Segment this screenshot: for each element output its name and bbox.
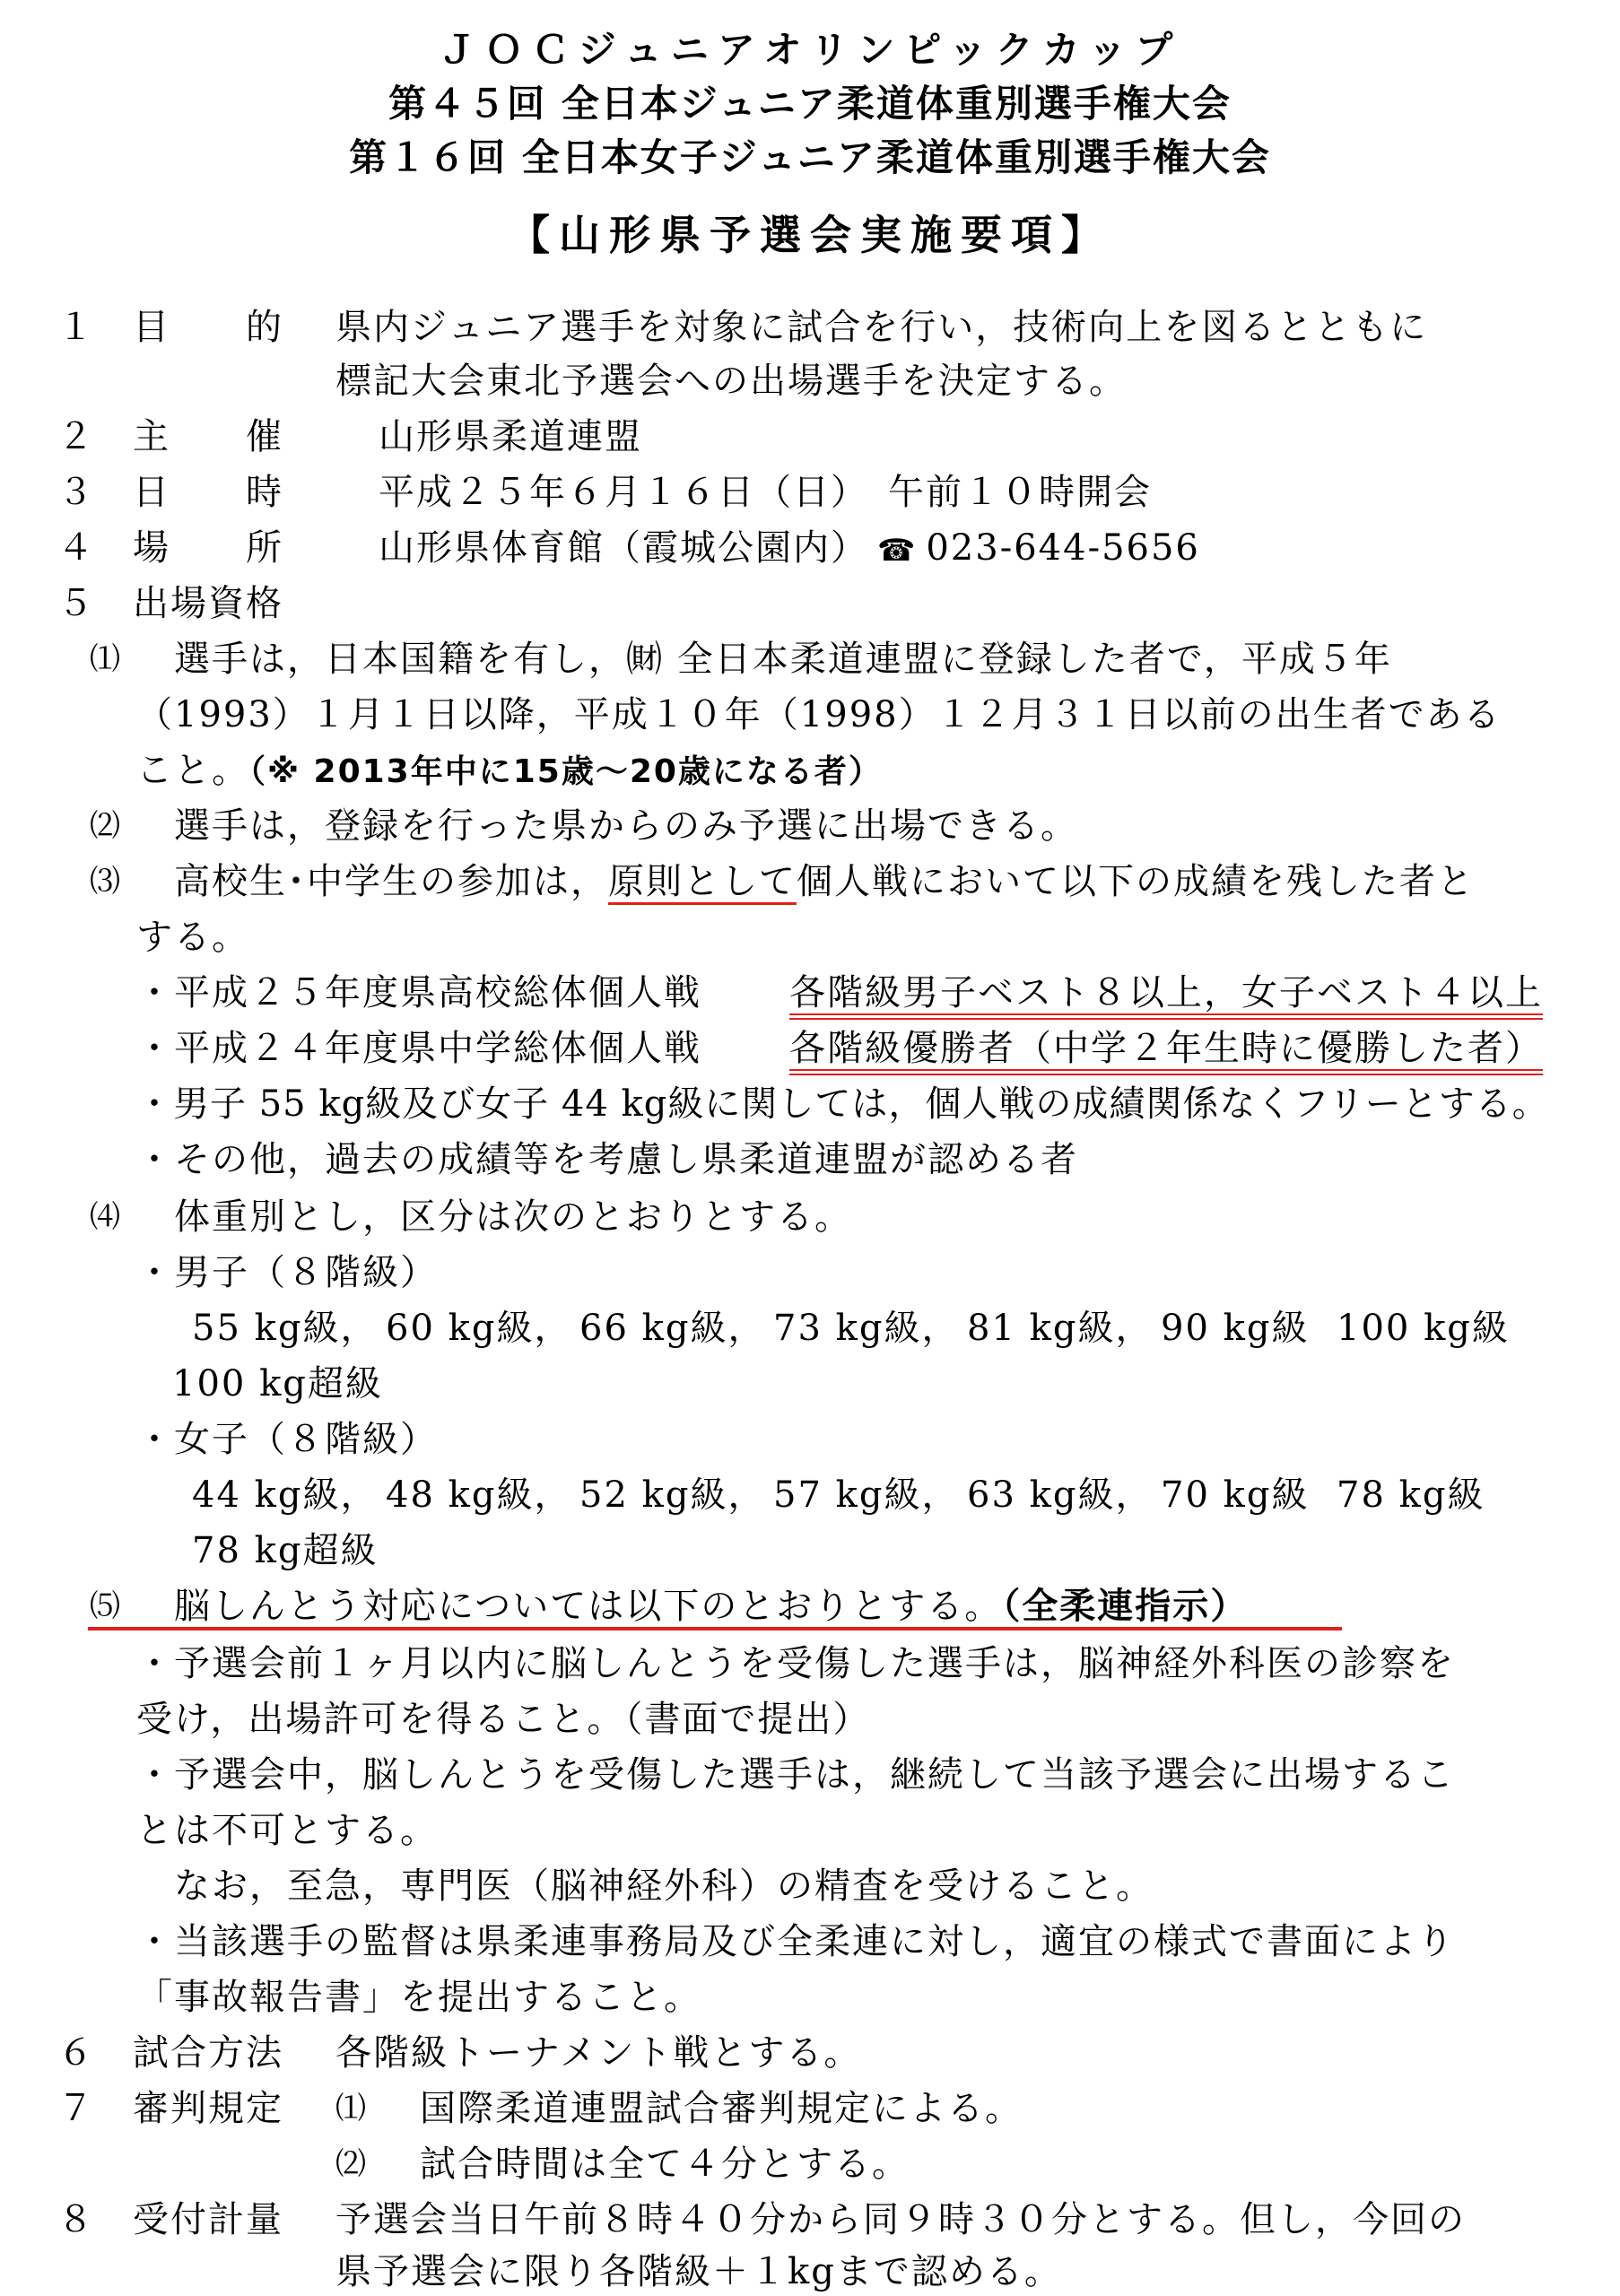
item-5-text xyxy=(174,1584,1248,1629)
bullet-middleschool-label: ・平成２４年度県中学総体個人戦 xyxy=(136,1028,701,1069)
concussion-bullet-2-line-1: ・予選会中，脳しんとうを受傷した選手は，継続して当該予選会に出場するこ xyxy=(136,1754,1455,1796)
bullet-free-weight: ・男子 55 kg級及び女子 44 kg級に関しては，個人戦の成績関係なくフリーとする。 xyxy=(136,1083,1549,1125)
concussion-bullet-2-line-2: とは不可とする。 xyxy=(136,1810,438,1851)
men-class-3: 66 kg級， xyxy=(579,1308,766,1349)
section-7-number: ７ xyxy=(57,2088,93,2129)
men-class-6: 90 kg級 xyxy=(1161,1308,1310,1349)
title-line-1: ＪＯＣジュニアオリンピックカップ xyxy=(438,28,1182,72)
section-2-label: 主 催 xyxy=(133,416,283,457)
section-1-text-2: 標記大会東北予選会への出場選手を決定する。 xyxy=(335,361,1127,402)
item-1-line-1: 選手は，日本国籍を有し，㈶ 全日本柔道連盟に登録した者で，平成５年 xyxy=(174,639,1392,680)
rule-1-number: ⑴ xyxy=(335,2091,366,2126)
item-5-number: ⑸ xyxy=(90,1588,120,1624)
title-line-3: 第１６回 全日本女子ジュニア柔道体重別選手権大会 xyxy=(349,135,1271,179)
concussion-bullet-3-line-2: 「事故報告書」を提出すること。 xyxy=(136,1977,701,2018)
page-title: 【山形県予選会実施要項】 xyxy=(509,211,1111,259)
section-4-venue xyxy=(379,526,1200,573)
item-3-text-c: 個人戦において以下の成績を残した者と xyxy=(797,861,1475,902)
section-6-label: 試合方法 xyxy=(133,2032,283,2074)
section-6-number: ６ xyxy=(57,2032,93,2074)
rule-1-text: 国際柔道連盟試合審判規定による。 xyxy=(420,2088,1023,2129)
middleschool-criteria: 各階級優勝者（中学２年生時に優勝した者） xyxy=(789,1028,1543,1075)
item-5-underline xyxy=(88,1627,1342,1631)
item-2-number: ⑵ xyxy=(90,808,120,844)
men-label: ・男子（８階級） xyxy=(136,1252,438,1293)
women-class-2: 48 kg級， xyxy=(386,1474,572,1516)
item-1-line-2: （1993）１月１日以降，平成１０年（1998）１２月３１日以前の出生者である xyxy=(136,694,1502,735)
item-4-number: ⑷ xyxy=(90,1199,120,1235)
item-1-line-3 xyxy=(136,748,883,795)
concussion-bullet-3-line-1: ・当該選手の監督は県柔連事務局及び全柔連に対し，適宜の様式で書面により xyxy=(136,1921,1455,1962)
bullet-other: ・その他，過去の成績等を考慮し県柔道連盟が認める者 xyxy=(136,1139,1078,1180)
item-2-text: 選手は，登録を行った県からのみ予選に出場できる。 xyxy=(174,805,1078,847)
women-class-8: 78 kg超級 xyxy=(192,1530,379,1571)
women-class-6: 70 kg級 xyxy=(1161,1474,1310,1516)
section-1-text-1: 県内ジュニア選手を対象に試合を行い，技術向上を図るとともに xyxy=(335,307,1428,348)
item-3-number: ⑶ xyxy=(90,864,120,900)
women-class-7: 78 kg級 xyxy=(1337,1474,1485,1516)
section-8-number: ８ xyxy=(57,2199,93,2240)
item-1-line-3-text: こと。 xyxy=(136,750,249,791)
item-3-line-2: する。 xyxy=(136,917,249,958)
rule-2-number: ⑵ xyxy=(335,2146,366,2182)
concussion-policy-text: 脳しんとう対応については以下のとおりとする。 xyxy=(174,1586,1003,1627)
highschool-criteria: 各階級男子ベスト８以上，女子ベスト４以上 xyxy=(789,972,1543,1020)
section-6-text: 各階級トーナメント戦とする。 xyxy=(335,2032,862,2074)
women-class-3: 52 kg級， xyxy=(579,1474,766,1516)
women-class-4: 57 kg級， xyxy=(773,1474,960,1516)
section-4-number: ４ xyxy=(57,527,93,569)
age-note: （※ 2013年中に15歳～20歳になる者） xyxy=(249,753,883,790)
principle-underlined: 原則として xyxy=(608,861,797,905)
venue-phone: 023-644-5656 xyxy=(926,527,1200,569)
bullet-highschool-label: ・平成２５年度県高校総体個人戦 xyxy=(136,972,701,1013)
section-8-text-1: 予選会当日午前８時４０分から同９時３０分とする。但し，今回の xyxy=(335,2199,1466,2240)
section-8-text-2: 県予選会に限り各階級＋１kgまで認める。 xyxy=(335,2251,1062,2292)
men-class-7: 100 kg級 xyxy=(1337,1308,1510,1349)
section-3-label: 日 時 xyxy=(133,472,283,513)
women-class-1: 44 kg級， xyxy=(192,1474,379,1516)
concussion-bullet-1-line-1: ・予選会前１ヶ月以内に脳しんとうを受傷した選手は，脳神経外科医の診察を xyxy=(136,1643,1455,1684)
men-class-1: 55 kg級， xyxy=(192,1308,379,1349)
men-class-4: 73 kg級， xyxy=(773,1308,960,1349)
section-2-number: ２ xyxy=(57,416,93,457)
men-class-8: 100 kg超級 xyxy=(172,1363,383,1405)
men-class-2: 60 kg級， xyxy=(386,1308,572,1349)
section-5-number: ５ xyxy=(57,583,93,624)
section-3-number: ３ xyxy=(57,472,93,513)
venue-name: 山形県体育館（霞城公園内） xyxy=(379,527,868,569)
telephone-icon: ☎ xyxy=(877,533,918,569)
bullet-highschool-value xyxy=(789,970,1543,1015)
title-line-2: 第４５回 全日本ジュニア柔道体重別選手権大会 xyxy=(388,82,1232,126)
item-3-text-a: 高校生･中学生の参加は， xyxy=(174,861,608,902)
concussion-bullet-1-line-2: 受け，出場許可を得ること。（書面で提出） xyxy=(136,1699,871,1740)
section-2-text: 山形県柔道連盟 xyxy=(379,416,642,457)
section-8-label: 受付計量 xyxy=(133,2199,283,2240)
section-7-label: 審判規定 xyxy=(133,2088,283,2129)
item-1-number: ⑴ xyxy=(90,641,120,677)
item-3-line-1 xyxy=(174,859,1475,904)
section-1-number: １ xyxy=(57,307,93,348)
judo-federation-instruction: （全柔連指示） xyxy=(1002,1586,1249,1627)
rule-2-text: 試合時間は全て４分とする。 xyxy=(420,2144,910,2185)
women-label: ・女子（８階級） xyxy=(136,1419,438,1460)
section-1-label: 目 的 xyxy=(133,307,283,348)
concussion-bullet-2-line-3: なお，至急，専門医（脳神経外科）の精査を受けること。 xyxy=(174,1866,1154,1907)
women-class-5: 63 kg級， xyxy=(967,1474,1154,1516)
bullet-middleschool-value xyxy=(789,1026,1543,1071)
item-4-text: 体重別とし，区分は次のとおりとする。 xyxy=(174,1196,852,1238)
men-class-5: 81 kg級， xyxy=(967,1308,1154,1349)
section-3-text: 平成２５年６月１６日（日） 午前１０時開会 xyxy=(379,472,1152,513)
section-4-label: 場 所 xyxy=(133,527,283,569)
section-5-label: 出場資格 xyxy=(133,583,283,624)
